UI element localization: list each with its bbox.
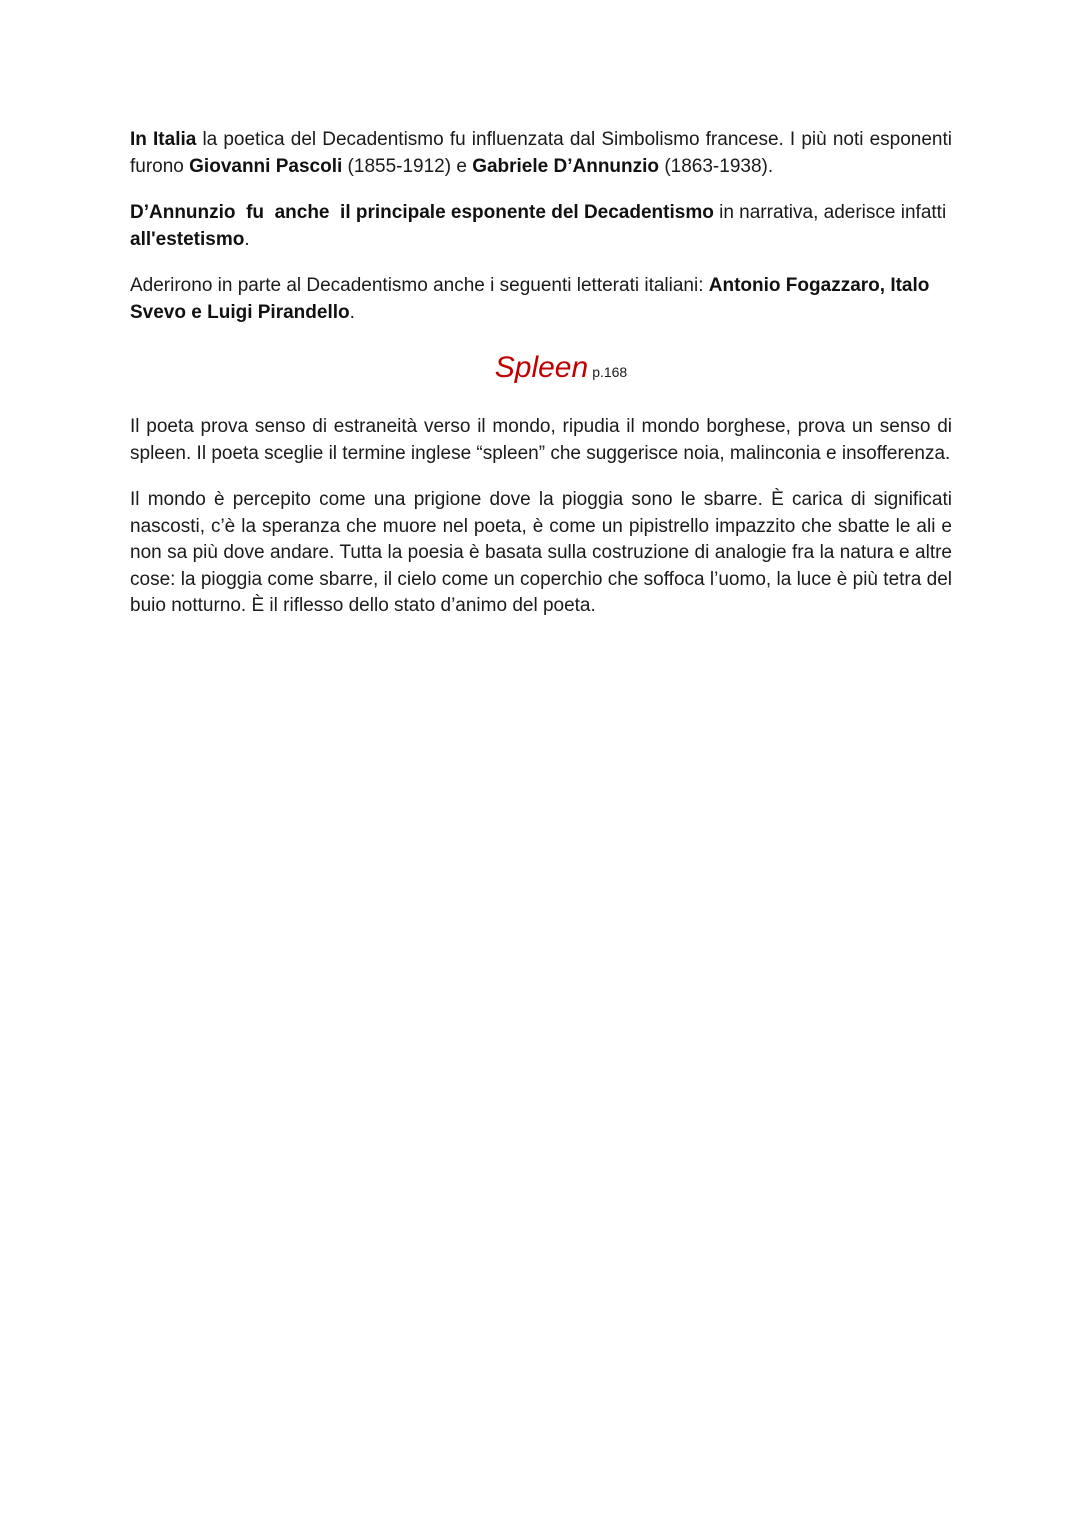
section-title: Spleen bbox=[494, 351, 589, 384]
body-text: . bbox=[244, 228, 250, 250]
spleen-paragraph-1: Il poeta prova senso di estraneità verso il mondo, ripudia il mondo borghese, prova un senso di spleen. Il poeta sceglie il termine inglese “spleen” che suggerisce noia, malinconia e insofferenza. bbox=[130, 416, 952, 464]
bold-text: In Italia bbox=[130, 129, 197, 150]
bold-text: Giovanni Pascoli bbox=[189, 155, 343, 177]
document-page bbox=[130, 127, 952, 640]
body-text: in narrativa, aderisce infatti bbox=[713, 202, 947, 223]
intro-paragraph-2 bbox=[130, 200, 952, 253]
section-heading-spleen bbox=[130, 346, 952, 394]
bold-text: all'estetismo bbox=[130, 228, 245, 250]
intro-paragraph-1 bbox=[130, 127, 952, 180]
body-text: (1855-1912) e bbox=[342, 155, 473, 177]
spleen-paragraph-2: Il mondo è percepito come una prigione dove la pioggia sono le sbarre. È carica di significati nascosti, c’è la speranza che muore nel poeta, è come un pipistrello impazzito che sbatte le ali e non sa più dove andare. Tutta la poesia è basata sulla costruzione di analogie fra la natura e altre cose: la pioggia come sbarre, il cielo come un coperchio che soffoca l’uomo, la luce è più tetra del buio notturno. È il riflesso dello stato d’animo del poeta. bbox=[130, 489, 952, 616]
body-text: (1863-1938). bbox=[659, 155, 774, 177]
intro-paragraph-3 bbox=[130, 273, 952, 326]
bold-text: D’Annunzio fu anche il principale esponente del Decadentismo bbox=[130, 202, 714, 223]
bold-text: Antonio Fogazzaro, Italo Svevo e Luigi Pirandello bbox=[130, 275, 930, 323]
body-text: . bbox=[349, 301, 355, 323]
page-reference: p.168 bbox=[592, 364, 628, 380]
body-text: Aderirono in parte al Decadentismo anche i seguenti letterati italiani: bbox=[130, 275, 709, 296]
body-text: la poetica del Decadentismo fu influenzata dal Simbolismo francese. I più noti esponenti furono bbox=[130, 129, 952, 177]
bold-text: Gabriele D’Annunzio bbox=[472, 155, 660, 177]
